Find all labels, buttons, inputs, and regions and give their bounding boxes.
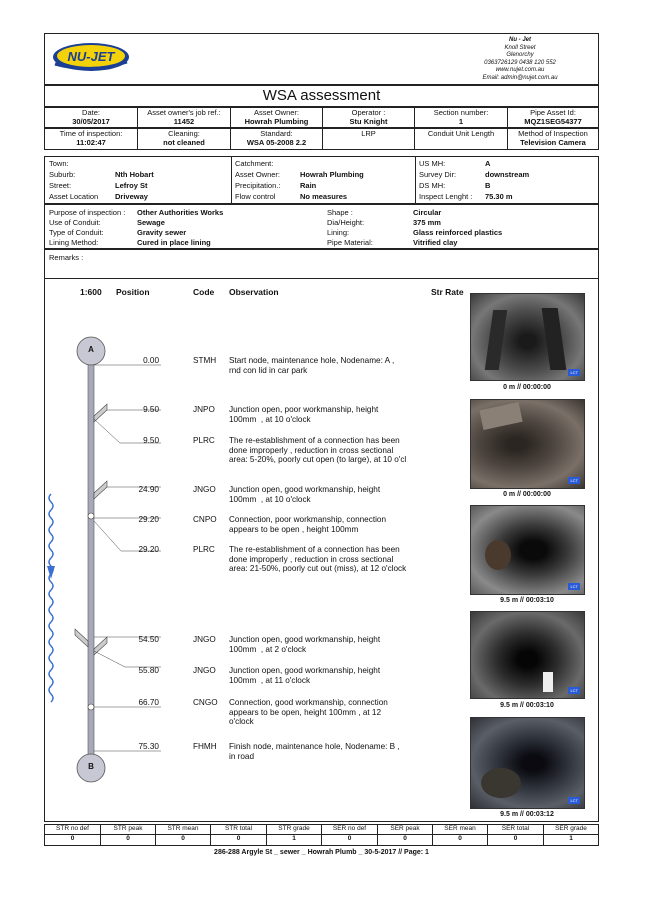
observation-code: JNGO: [193, 485, 216, 494]
report-title: WSA assessment: [262, 87, 381, 104]
observation-code: JNGO: [193, 635, 216, 644]
observation-position: 0.00: [143, 356, 159, 365]
header-row-2: [44, 128, 599, 150]
asset-location-value: Driveway: [115, 192, 148, 201]
purpose-label: Purpose of inspection :: [49, 208, 126, 217]
header-row-1: [44, 107, 599, 128]
standard-cell: [231, 129, 323, 149]
company-name: Nu - Jet: [508, 37, 531, 43]
dia-value: 375 mm: [413, 218, 441, 227]
observation-text: Connection, good workmanship, connection appears to be open, height 100mm , at 12 o'clock: [229, 698, 388, 727]
section-number-cell: [415, 108, 508, 127]
date-value: 30/05/2017: [72, 117, 110, 126]
precipitation-value: Rain: [300, 181, 317, 190]
shape-value: Circular: [413, 208, 442, 217]
position-header: Position: [116, 287, 150, 297]
stats-values-row: [44, 835, 599, 846]
operator-label: Operator :: [351, 108, 386, 117]
job-ref-cell: [138, 108, 231, 127]
ser-grade-label: SER grade: [555, 825, 587, 832]
catchment-label: Catchment:: [235, 159, 274, 168]
str-rate-header: Str Rate: [431, 287, 464, 297]
shape-label: Shape :: [327, 208, 353, 217]
suburb-value: Nth Hobart: [115, 170, 154, 179]
asset-location-label: Asset Location: [49, 192, 99, 201]
type-label: Type of Conduit:: [49, 228, 104, 237]
flow-direction-arrow: [49, 494, 53, 702]
photo-stamp: LCT: [570, 584, 578, 589]
observation-text: Junction open, good workmanship, height 100mm , at 10 o'clock: [229, 485, 381, 504]
start-node-label: A: [88, 345, 94, 354]
logo-text: NU-JET: [67, 49, 115, 64]
observation-position: 24.90: [138, 485, 159, 494]
lining-method-label: Lining Method:: [49, 238, 99, 247]
observation-code: JNGO: [193, 666, 216, 675]
observation-code: JNPO: [193, 405, 215, 414]
ser-peak-value: 0: [378, 835, 433, 845]
method-cell: [508, 129, 598, 149]
photo-stamp: LCT: [570, 688, 578, 693]
company-email: Email: admin@nujet.com.au: [482, 74, 558, 81]
ds-mh-label: DS MH:: [419, 181, 446, 190]
lrp-cell: [323, 129, 415, 149]
us-mh-value: A: [485, 159, 491, 168]
str-no-def-value: 0: [45, 835, 101, 845]
town-label: Town:: [49, 159, 69, 168]
photo-stamp: LCT: [570, 798, 578, 803]
street-value: Lefroy St: [115, 181, 148, 190]
str-total-label: STR total: [211, 825, 267, 834]
observation-text: Junction open, good workmanship, height 100mm , at 11 o'clock: [229, 666, 381, 685]
us-mh-label: US MH:: [419, 159, 446, 168]
date-label: Date:: [82, 108, 100, 117]
str-peak-value: 0: [101, 835, 156, 845]
photo-caption: 9.5 m // 00:03:12: [500, 811, 554, 818]
str-total-value: 0: [211, 835, 267, 845]
asset-owner-cell: [231, 108, 323, 127]
flow-control-label: Flow control: [235, 192, 276, 201]
time-cell: [45, 129, 138, 149]
observation-code: CNPO: [193, 515, 217, 524]
observation-text: Junction open, poor workmanship, height 100mm , at 10 o'clock: [229, 405, 379, 424]
str-grade-label: STR grade: [267, 825, 322, 834]
cctv-photo: [470, 717, 585, 809]
ser-no-def-value: 0: [322, 835, 378, 845]
observation-code: PLRC: [193, 436, 215, 445]
type-value: Gravity sewer: [137, 228, 187, 237]
pipe-asset-label: Pipe Asset Id:: [530, 108, 576, 117]
ser-no-def-label: SER no def: [322, 825, 378, 834]
site-info: [44, 156, 599, 204]
ser-mean-value: 0: [433, 835, 488, 845]
job-ref-value: 11452: [173, 117, 195, 126]
observation-text: The re-establishment of a connection has been done improperly , reduction in cross sectional area: 5-20%, poorly cut open (to large), at 10 o'cl: [229, 436, 407, 465]
inspect-length-label: Inspect Lenght :: [419, 192, 473, 201]
observation-text: Finish node, maintenance hole, Nodename: B , in road: [229, 742, 400, 761]
end-node-label: B: [88, 762, 94, 771]
street-label: Street:: [49, 181, 72, 190]
lining-label: Lining:: [327, 228, 350, 237]
observation-text: Start node, maintenance hole, Nodename: A , rnd con lid in car park: [229, 356, 395, 375]
code-header: Code: [193, 287, 215, 297]
survey-dir-label: Survey Dir:: [419, 170, 457, 179]
page-footer: 286-288 Argyle St _ sewer _ Howrah Plumb _ 30-5-2017 // Page: 1: [214, 849, 429, 856]
str-mean-value: 0: [156, 835, 211, 845]
ser-peak-label: SER peak: [378, 825, 433, 834]
company-header: [44, 33, 599, 85]
scale-header: 1:600: [80, 287, 102, 297]
precipitation-label: Precipitation.:: [235, 181, 281, 190]
observation-code: PLRC: [193, 545, 215, 554]
str-mean-label: STR mean: [156, 825, 211, 834]
photo-caption: 0 m // 00:00:00: [503, 491, 551, 498]
str-grade-value: 1: [267, 835, 322, 845]
company-web: www.nujet.com.au: [495, 67, 545, 74]
material-value: Vitrified clay: [413, 238, 458, 247]
observation-header: Observation: [229, 287, 279, 297]
observation-text: The re-establishment of a connection has been done improperly , reduction in cross sectional area: 21-50%, poorly cut out (miss), at 12 o'clock: [229, 545, 407, 574]
conduit-unit-label: Conduit Unit Length: [427, 129, 495, 138]
section-number-value: 1: [458, 117, 464, 126]
date-cell: [45, 108, 138, 127]
observation-position: 9.50: [143, 436, 159, 445]
observation-text: Connection, poor workmanship, connection appears to be open , height 100mm: [229, 515, 387, 534]
cctv-photo: [470, 505, 585, 595]
observation-area: [44, 279, 599, 822]
conduit-unit-cell: [415, 129, 508, 149]
job-ref-label: Asset owner's job ref.:: [147, 108, 221, 117]
suburb-label: Suburb:: [49, 170, 76, 179]
standard-value: WSA 05-2008 2.2: [246, 138, 307, 147]
ser-grade-value: 1: [569, 835, 573, 842]
operator-cell: [323, 108, 415, 127]
time-label: Time of inspection:: [59, 129, 123, 138]
observation-position: 29.20: [138, 515, 159, 524]
observation-code: STMH: [193, 356, 217, 365]
nujet-logo: [51, 40, 131, 74]
company-phone: 0363726129 0438 120 552: [484, 59, 556, 66]
method-label: Method of Inspection: [518, 129, 588, 138]
cctv-photo: [470, 399, 585, 489]
observation-position: 66.70: [138, 698, 159, 707]
str-peak-label: STR peak: [101, 825, 156, 834]
company-address1: Knoll Street: [504, 44, 536, 51]
pipe-asset-cell: [508, 108, 598, 127]
survey-dir-value: downstream: [485, 170, 530, 179]
standard-label: Standard:: [260, 129, 293, 138]
ser-mean-label: SER mean: [433, 825, 488, 834]
lining-method-value: Cured in place lining: [137, 238, 211, 247]
ser-total-value: 0: [488, 835, 544, 845]
photo-caption: 9.5 m // 00:03:10: [500, 702, 554, 709]
use-value: Sewage: [137, 218, 165, 227]
cleaning-label: Cleaning:: [168, 129, 200, 138]
asset-owner-value: Howrah Plumbing: [244, 117, 309, 126]
dia-label: Dia/Height:: [327, 218, 365, 227]
observation-position: 75.30: [138, 742, 159, 751]
asset-owner-label: Asset Owner:: [253, 108, 299, 117]
report-title-box: [44, 85, 599, 107]
observation-code: CNGO: [193, 698, 218, 707]
lrp-label: LRP: [361, 129, 376, 138]
cctv-photo: [470, 293, 585, 381]
time-value: 11:02:47: [76, 138, 106, 147]
ds-mh-value: B: [485, 181, 491, 190]
ser-total-label: SER total: [488, 825, 544, 834]
cctv-photo: [470, 611, 585, 699]
inspect-length-value: 75.30 m: [485, 192, 513, 201]
company-info: [450, 37, 590, 83]
photo-caption: 9.5 m // 00:03:10: [500, 597, 554, 604]
cleaning-value: not cleaned: [163, 138, 205, 147]
purpose-value: Other Authorities Works: [137, 208, 224, 217]
remarks-box: [44, 249, 599, 279]
flow-control-value: No measures: [300, 192, 348, 201]
cleaning-cell: [138, 129, 231, 149]
conduit-info: [44, 204, 599, 249]
material-label: Pipe Material:: [327, 238, 373, 247]
method-value: Television Camera: [520, 138, 586, 147]
observation-text: Junction open, good workmanship, height 100mm , at 2 o'clock: [229, 635, 381, 654]
observation-position: 29.20: [138, 545, 159, 554]
lining-value: Glass reinforced plastics: [413, 228, 503, 237]
pipe-asset-value: MQZ1SEG54377: [524, 117, 582, 126]
observation-position: 9.50: [143, 405, 159, 414]
remarks-label: Remarks :: [49, 253, 84, 262]
photo-stamp: LCT: [570, 478, 578, 483]
photo-stamp: LCT: [570, 370, 578, 375]
section-number-label: Section number:: [433, 108, 489, 117]
use-label: Use of Conduit:: [49, 218, 101, 227]
operator-value: Stu Knight: [349, 117, 388, 126]
observation-code: FHMH: [193, 742, 217, 751]
str-no-def-label: STR no def: [45, 825, 101, 834]
company-address2: Glenorchy: [506, 52, 534, 59]
photo-caption: 0 m // 00:00:00: [503, 384, 551, 391]
site-asset-owner-value: Howrah Plumbing: [300, 170, 364, 179]
stats-labels-row: [44, 824, 599, 835]
observation-position: 55.80: [138, 666, 159, 675]
observation-position: 54.50: [138, 635, 159, 644]
site-asset-owner-label: Asset Owner:: [235, 170, 281, 179]
